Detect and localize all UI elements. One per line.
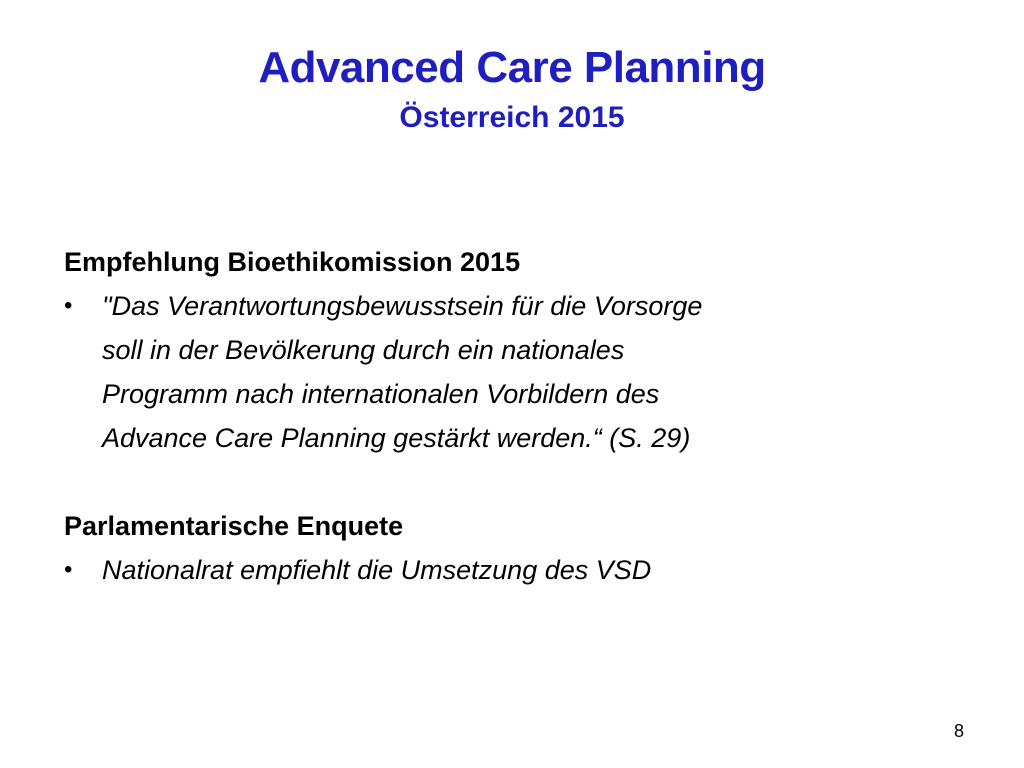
section-heading: Empfehlung Bioethikomission 2015 — [64, 247, 521, 277]
bullet-item — [64, 548, 964, 592]
slide-title: Advanced Care Planning — [258, 43, 766, 92]
bullet-line: "Das Verantwortungsbewusstsein für die Vorsorge — [102, 291, 703, 321]
section-spacer — [64, 460, 964, 504]
page-number: 8 — [953, 721, 964, 741]
section-parliament — [64, 504, 964, 592]
bullet-line: Nationalrat empfiehlt die Umsetzung des VSD — [102, 555, 652, 585]
section-heading: Parlamentarische Enquete — [64, 511, 404, 541]
slide-content — [64, 240, 964, 592]
title-block — [0, 40, 1024, 138]
bullet-icon: • — [64, 556, 73, 583]
bullet-line: soll in der Bevölkerung durch ein nationales — [102, 335, 625, 365]
bullet-icon: • — [64, 292, 73, 319]
bullet-line: Advance Care Planning gestärkt werden.“ (S. 29) — [102, 423, 691, 453]
bullet-item — [64, 284, 964, 460]
slide-subtitle: Österreich 2015 — [399, 101, 625, 134]
section-bioethics — [64, 240, 964, 460]
bullet-line: Programm nach internationalen Vorbildern des — [102, 379, 660, 409]
